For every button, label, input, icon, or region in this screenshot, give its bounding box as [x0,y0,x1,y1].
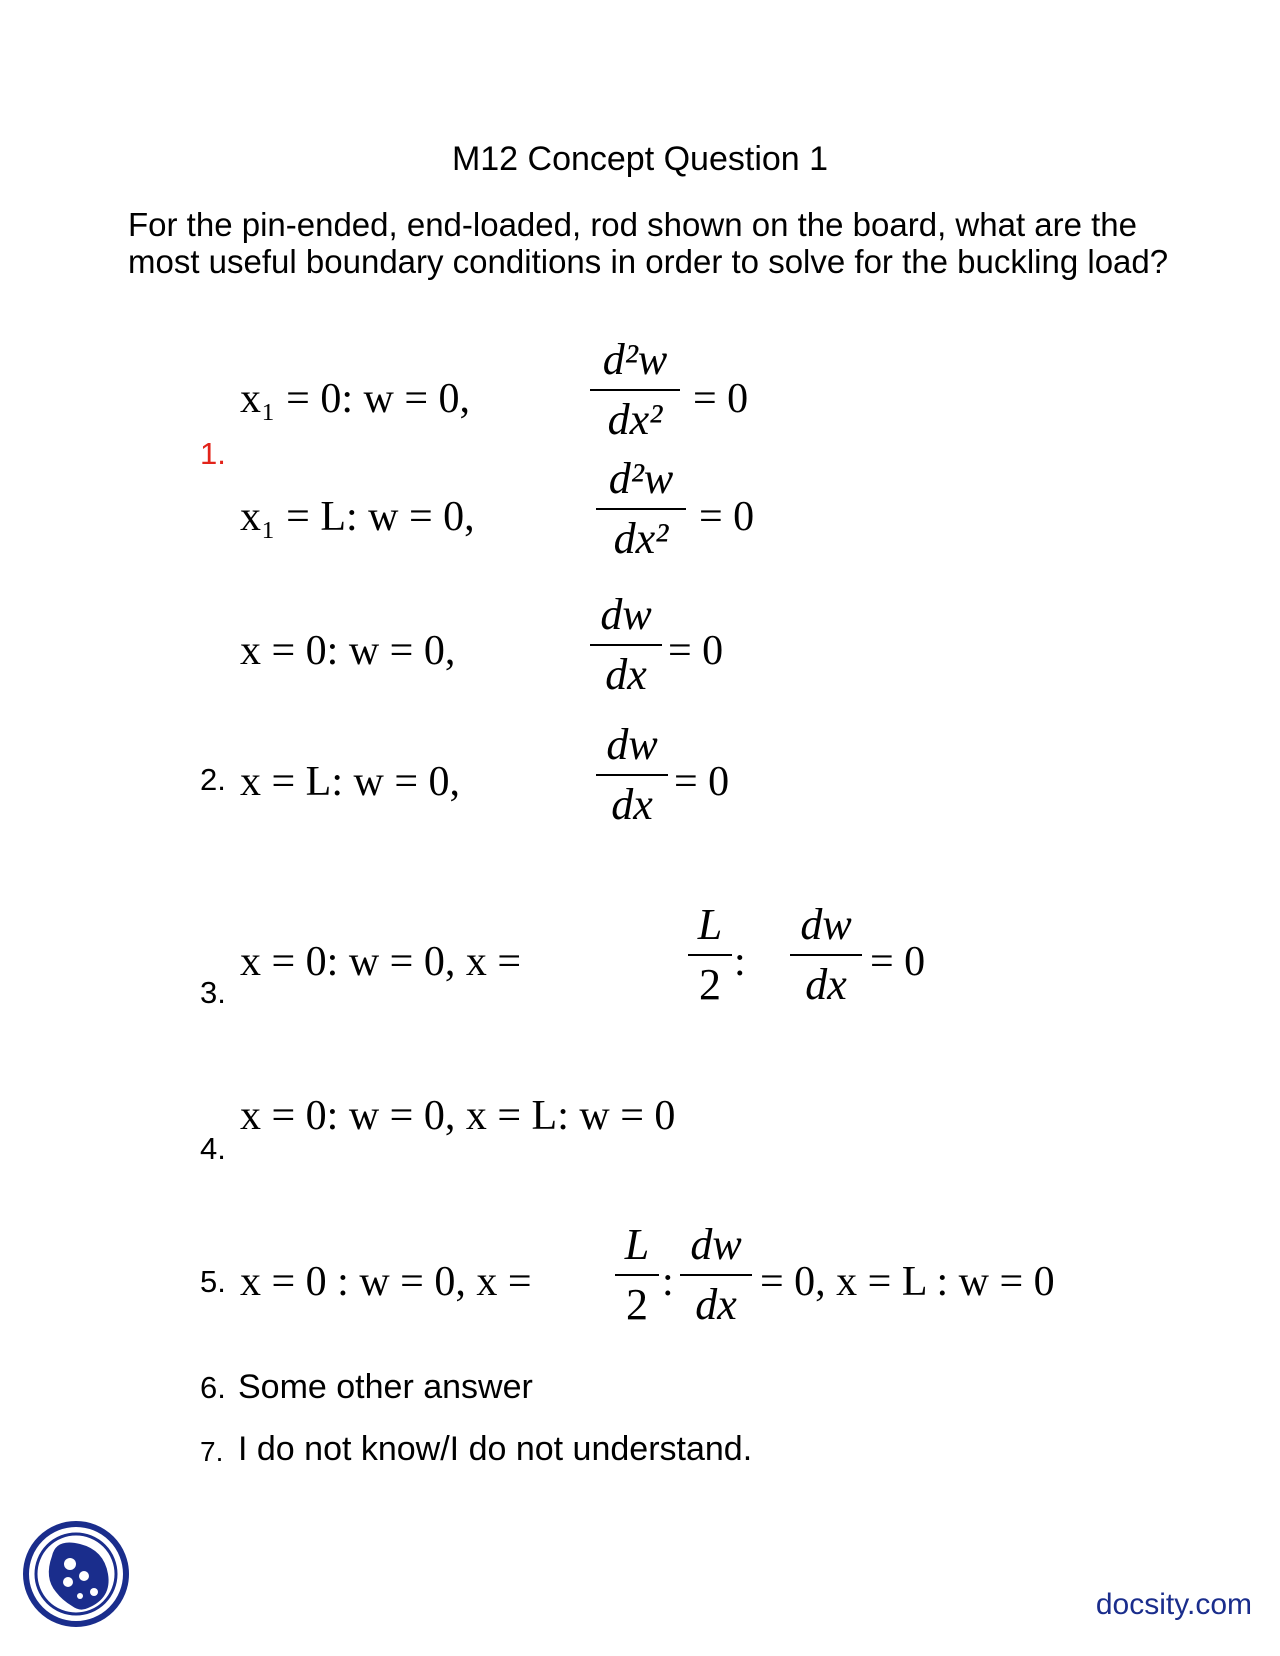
equation-separator: : [662,1259,674,1305]
question-text: For the pin-ended, end-loaded, rod shown on the board, what are the most useful boundary conditions in order to solve for the buckling load? [128,206,1169,280]
fraction-numerator: dw [600,590,652,639]
option-number: 4. [200,1131,226,1166]
option-number: 2. [200,762,226,797]
option-number: 5. [200,1264,226,1299]
fraction [680,1220,752,1330]
fraction-denominator: 2 [626,1280,648,1329]
fraction [615,1220,659,1330]
equation-left: x = 0: w = 0, [240,628,456,674]
fraction-denominator: dx [611,780,653,829]
fraction [596,720,668,830]
equation-left: x = L: w = 0, [240,759,461,805]
equation-left: x = 0: w = 0, x = [240,939,522,985]
fraction-bar [615,1274,659,1276]
fraction-denominator: dx² [613,514,669,563]
docsity-logo-icon[interactable] [22,1520,130,1628]
fraction-bar [688,954,732,956]
fraction-denominator: 2 [699,960,721,1009]
fraction-bar [596,508,686,510]
option-number: 3. [200,975,226,1010]
fraction [688,900,732,1010]
fraction-numerator: d²w [608,454,674,503]
fraction-numerator: dw [800,900,852,949]
fraction-numerator: dw [690,1220,742,1269]
equation: x = 0: w = 0, x = L: w = 0 [240,1093,676,1139]
page-title: M12 Concept Question 1 [451,140,829,178]
equation-right: = 0 [870,939,926,985]
fraction-numerator: L [697,900,723,949]
equation-left: x = 0 : w = 0, x = [240,1259,532,1305]
fraction [596,454,686,564]
option-text: I do not know/I do not understand. [238,1430,753,1468]
fraction-denominator: dx [805,960,847,1009]
fraction-bar [590,644,662,646]
fraction-denominator: dx [605,650,647,699]
fraction-bar [680,1274,752,1276]
option-number: 6. [200,1370,226,1405]
fraction-bar [790,954,862,956]
fraction [590,335,680,445]
fraction-bar [590,389,680,391]
equation-right: = 0, x = L : w = 0 [760,1259,1055,1305]
equation-left: x₁ = L: w = 0, [240,494,475,540]
docsity-brand-link[interactable]: docsity.com [1095,1588,1252,1621]
fraction [590,590,662,700]
fraction-bar [596,774,668,776]
fraction-numerator: d²w [602,335,668,384]
option-number: 7. [200,1436,224,1467]
equation-right: = 0 [693,376,749,422]
equation-right: = 0 [668,628,724,674]
equation-left: x₁ = 0: w = 0, [240,376,471,422]
fraction-denominator: dx [695,1280,737,1329]
option-number: 1. [200,436,226,471]
equation-right: = 0 [699,494,755,540]
equation-separator: : [734,939,746,985]
fraction-numerator: dw [606,720,658,769]
fraction-numerator: L [624,1220,650,1269]
option-text: Some other answer [238,1368,533,1406]
fraction [790,900,862,1010]
fraction-denominator: dx² [607,395,663,444]
equation-right: = 0 [674,759,730,805]
